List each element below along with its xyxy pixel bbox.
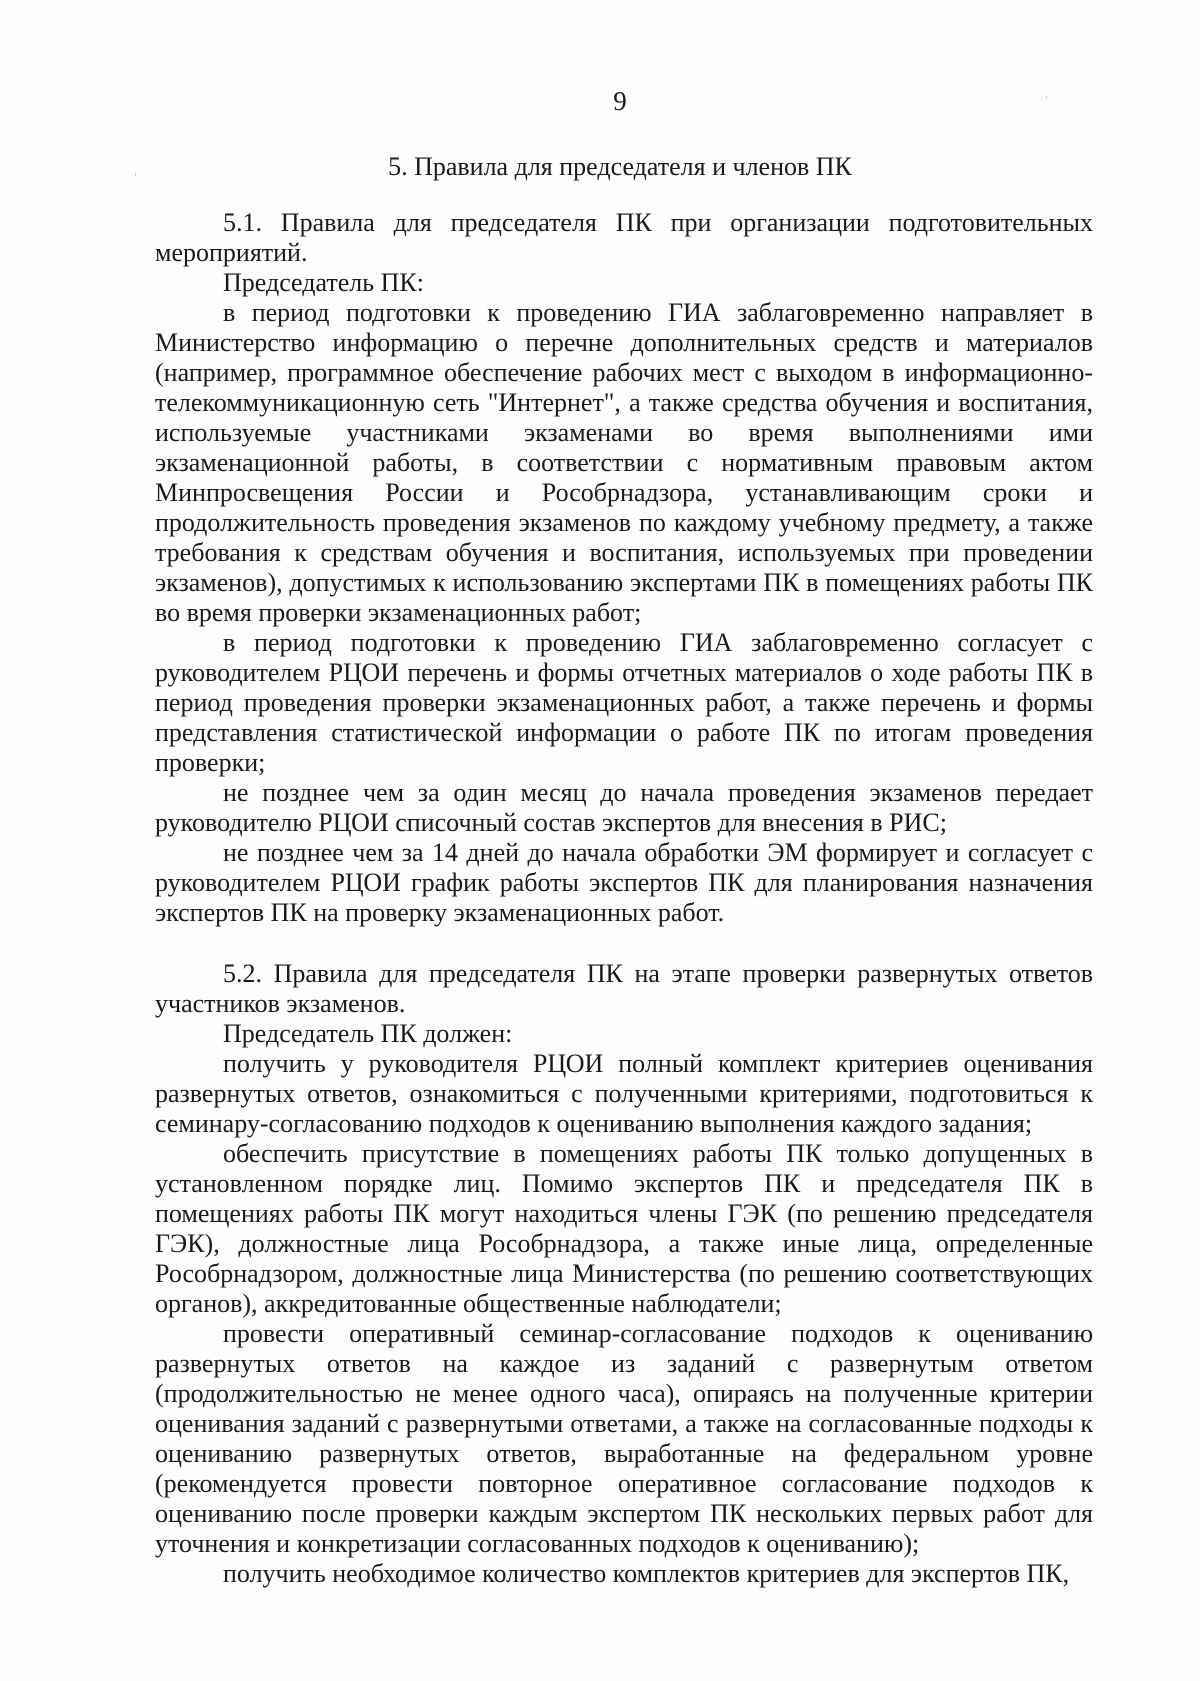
paragraph: не позднее чем за один месяц до начала проведения экзаменов передает руководителю РЦОИ списочный состав экспертов для внесения в РИС; [155, 778, 1093, 837]
paragraph: провести оперативный семинар-согласование подходов к оцениванию развернутых ответов на каждое из заданий с развернутым ответом (продолжительностью не менее одного часа), опираясь на полученные критерии оценивания заданий с развернутыми ответами, а также на согласованные подходы к оцениванию развернутых ответов, выработанные на федеральном уровне (рекомендуется провести повторное оперативное согласование подходов к оцениванию после проверки каждым экспертом ПК нескольких первых работ для уточнения и конкретизации согласованных подходов к оцениванию); [155, 1319, 1093, 1558]
paragraph: в период подготовки к проведению ГИА заблаговременно направляет в Министерство информацию о перечне дополнительных средств и материалов (например, программное обеспечение рабочих мест с выходом в информационно-телекоммуникационную сеть "Интернет", а также средства обучения и воспитания, используемые участниками экзаменами во время выполнениями ими экзаменационной работы, в соответствии с нормативным правовым актом Минпросвещения России и Рособрнадзора, устанавливающим сроки и продолжительность проведения экзаменов по каждому учебному предмету, а также требования к средствам обучения и воспитания, используемых при проведении экзаменов), допустимых к использованию экспертами ПК в помещениях работы ПК во время проверки экзаменационных работ; [155, 298, 1093, 627]
paragraph: в период подготовки к проведению ГИА заблаговременно согласует с руководителем РЦОИ перечень и формы отчетных материалов о ходе работы ПК в период проведения проверки экзаменационных работ, а также перечень и формы представления статистической информации о работе ПК по итогам проведения проверки; [155, 628, 1093, 777]
paragraph: обеспечить присутствие в помещениях работы ПК только допущенных в установленном порядке лиц. Помимо экспертов ПК и председателя ПК в помещениях работы ПК могут находиться члены ГЭК (по решению председателя ГЭК), должностные лица Рособрнадзора, а также иные лица, определенные Рособрнадзором, должностные лица Министерства (по решению соответствующих органов), аккредитованные общественные наблюдатели; [155, 1139, 1093, 1318]
paragraph-chair-must-label: Председатель ПК должен: [223, 1019, 513, 1048]
paragraph-5-2-heading: 5.2. Правила для председателя ПК на этапе проверки развернутых ответов участников экзаменов. [155, 959, 1093, 1018]
paragraph-chair-label: Председатель ПК: [223, 268, 424, 297]
document-body [155, 208, 1093, 1589]
paragraph: получить необходимое количество комплектов критериев для экспертов ПК, [223, 1559, 1070, 1588]
paragraph: не позднее чем за 14 дней до начала обработки ЭМ формирует и согласует с руководителем РЦОИ график работы экспертов ПК для планирования назначения экспертов ПК на проверку экзаменационных работ. [155, 838, 1093, 927]
paragraph: получить у руководителя РЦОИ полный комплект критериев оценивания развернутых ответов, ознакомиться с полученными критериями, подготовиться к семинару-согласованию подходов к оцениванию выполнения каждого задания; [155, 1049, 1093, 1138]
section-title: 5. Правила для председателя и членов ПК [388, 152, 852, 181]
page-number: 9 [613, 86, 627, 116]
paragraph-5-1-heading: 5.1. Правила для председателя ПК при организации подготовительных мероприятий. [155, 208, 1093, 267]
